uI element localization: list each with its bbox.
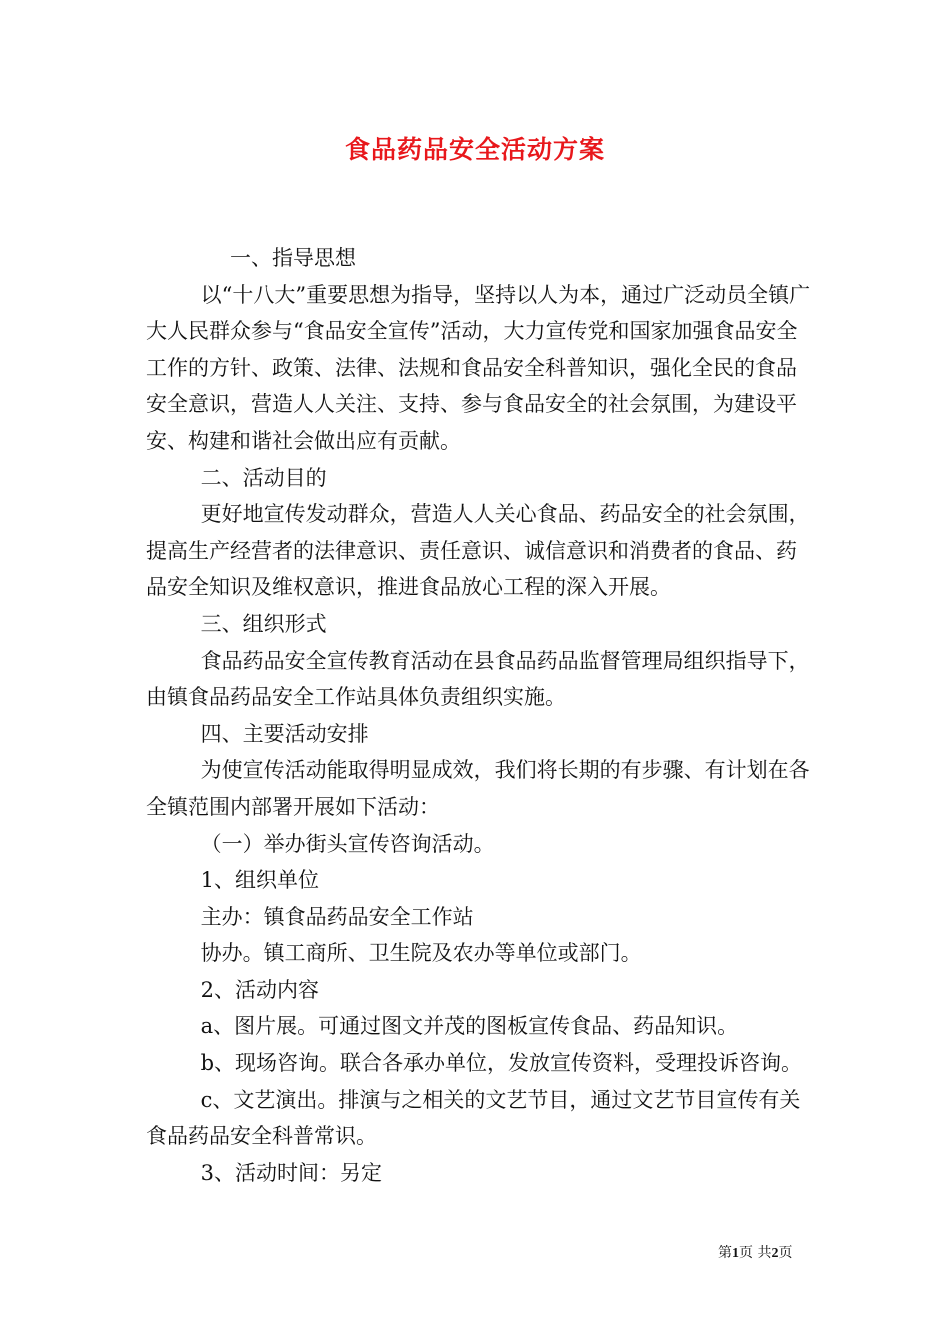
- list-item: 1、组织单位: [200, 868, 319, 893]
- list-item: 2、活动内容: [200, 977, 319, 1002]
- list-item: a、图片展。可通过图文并茂的图板宣传食品、药品知识。: [200, 1014, 739, 1039]
- list-item: 3、活动时间：另定: [200, 1160, 382, 1185]
- current-page-number: 1: [732, 1246, 739, 1261]
- section-heading-guiding-ideology: 一、指导思想: [230, 246, 356, 270]
- list-item: b、现场咨询。联合各承办单位，发放宣传资料，受理投诉咨询。: [200, 1051, 803, 1076]
- paragraph: 更好地宣传发动群众，营造人人关心食品、药品安全的社会氛围，提高生产经营者的法律意识、责任意识、诚信意识和消费者的食品、药品安全知识及维权意识，推进食品放心工程的深入开展。: [146, 502, 810, 600]
- paragraph: 为使宣传活动能取得明显成效，我们将长期的有步骤、有计划在各全镇范围内部署开展如下活动：: [146, 758, 810, 819]
- paragraph: 食品药品安全宣传教育活动在县食品药品监督管理局组织指导下，由镇食品药品安全工作站具体负责组织实施。: [146, 648, 810, 710]
- page-footer: [718, 1243, 792, 1264]
- footer-middle: 页 共: [739, 1245, 772, 1261]
- list-item: c、文艺演出。排演与之相关的文艺节目，通过文艺节目宣传有关食品药品安全科普常识。: [146, 1087, 801, 1149]
- page-title: 食品药品安全活动方案: [344, 135, 605, 164]
- paragraph: 以“十八大”重要思想为指导，坚持以人为本，通过广泛动员全镇广大人民群众参与“食品安全宣传”活动，大力宣传党和国家加强食品安全工作的方针、政策、法律、法规和食品安全科普知识，强化全民的食品安全意识，营造人人关注、支持、参与食品安全的社会氛围，为建设平安、构建和谐社会做出应有贡献。: [146, 282, 811, 453]
- footer-prefix: 第: [718, 1245, 732, 1261]
- subsection-heading: （一）举办街头宣传咨询活动。: [200, 831, 495, 856]
- list-item: 主办：镇食品药品安全工作站: [200, 904, 474, 929]
- list-item: 协办。镇工商所、卫生院及农办等单位或部门。: [200, 941, 642, 966]
- section-heading-organization: 三、组织形式: [200, 611, 327, 636]
- section-heading-purpose: 二、活动目的: [200, 465, 327, 490]
- footer-suffix: 页: [778, 1245, 793, 1261]
- document-body: [146, 240, 816, 1191]
- total-pages-number: 2: [771, 1246, 779, 1261]
- section-heading-arrangements: 四、主要活动安排: [200, 721, 369, 746]
